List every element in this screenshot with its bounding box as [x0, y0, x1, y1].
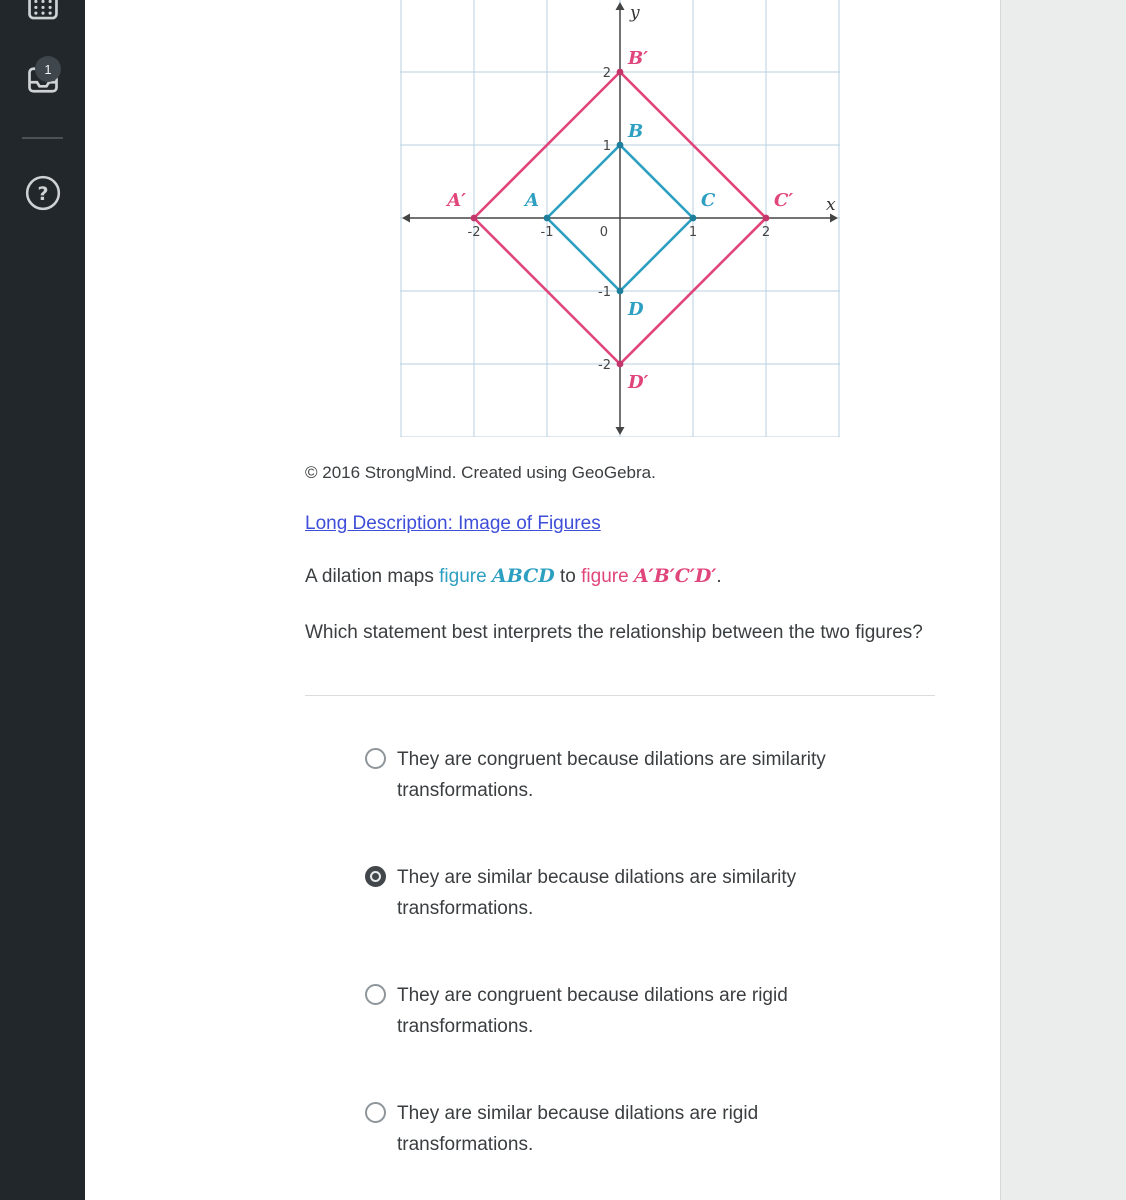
answer-option[interactable]	[305, 862, 935, 924]
answer-option[interactable]	[305, 1098, 935, 1160]
help-icon	[24, 174, 62, 217]
svg-text:0: 0	[599, 225, 608, 240]
svg-text:2: 2	[602, 66, 611, 81]
question-text: Which statement best interprets the relationship between the two figures?	[305, 622, 923, 643]
svg-text:D′: D′	[628, 372, 649, 393]
option-label[interactable]: They are similar because dilations are rigid transformations.	[397, 1102, 759, 1155]
dilation-statement	[305, 565, 935, 588]
section-divider	[305, 695, 935, 696]
statement-connector: to	[554, 566, 582, 587]
figure-abcd-word: figure	[439, 566, 492, 587]
figure-abcd-name: ABCD	[491, 565, 555, 587]
statement-suffix: .	[716, 566, 722, 587]
radio-button[interactable]	[365, 866, 386, 887]
svg-text:-1: -1	[540, 225, 554, 240]
radio-button[interactable]	[365, 984, 386, 1005]
dilation-graph	[400, 0, 840, 437]
statement-prefix: A dilation maps	[305, 566, 440, 587]
answer-option[interactable]	[305, 744, 935, 806]
svg-text:D: D	[628, 299, 644, 320]
sidebar	[0, 0, 85, 1200]
figure-primes-name: A′B′C′D′	[633, 565, 717, 587]
radio-button[interactable]	[365, 1102, 386, 1123]
calculator-icon	[24, 0, 62, 27]
svg-text:y: y	[630, 3, 640, 23]
sidebar-divider	[22, 137, 63, 139]
answer-option[interactable]	[305, 980, 935, 1042]
calculator-button[interactable]	[0, 0, 85, 27]
svg-text:-2: -2	[598, 358, 611, 373]
svg-text:1: 1	[602, 139, 611, 154]
svg-text:A′: A′	[447, 190, 466, 211]
question-column	[85, 0, 935, 1160]
answer-options	[305, 744, 935, 1160]
svg-text:-2: -2	[467, 225, 481, 240]
help-button[interactable]	[0, 174, 85, 217]
option-label[interactable]: They are congruent because dilations are similarity transformations.	[397, 748, 826, 801]
svg-text:1: 1	[688, 225, 698, 240]
svg-text:B′: B′	[628, 48, 648, 69]
figure-primes-word: figure	[581, 566, 634, 587]
graph-container	[400, 0, 840, 437]
main-content	[85, 0, 1000, 1200]
svg-text:A: A	[525, 190, 539, 211]
svg-text:?: ?	[36, 182, 49, 205]
svg-text:B: B	[628, 121, 644, 142]
svg-text:C′: C′	[774, 190, 794, 211]
svg-text:x: x	[826, 195, 836, 215]
page-gutter	[1000, 0, 1126, 1200]
radio-button[interactable]	[365, 748, 386, 769]
svg-text:2: 2	[761, 225, 771, 240]
copyright-caption: © 2016 StrongMind. Created using GeoGebra.	[305, 463, 656, 482]
svg-text:C: C	[701, 190, 716, 211]
option-label[interactable]: They are similar because dilations are similarity transformations.	[397, 866, 797, 919]
long-description-link[interactable]: Long Description: Image of Figures	[305, 513, 601, 534]
notification-badge: 1	[35, 56, 61, 82]
option-label[interactable]: They are congruent because dilations are rigid transformations.	[397, 984, 788, 1037]
svg-text:-1: -1	[598, 285, 611, 300]
